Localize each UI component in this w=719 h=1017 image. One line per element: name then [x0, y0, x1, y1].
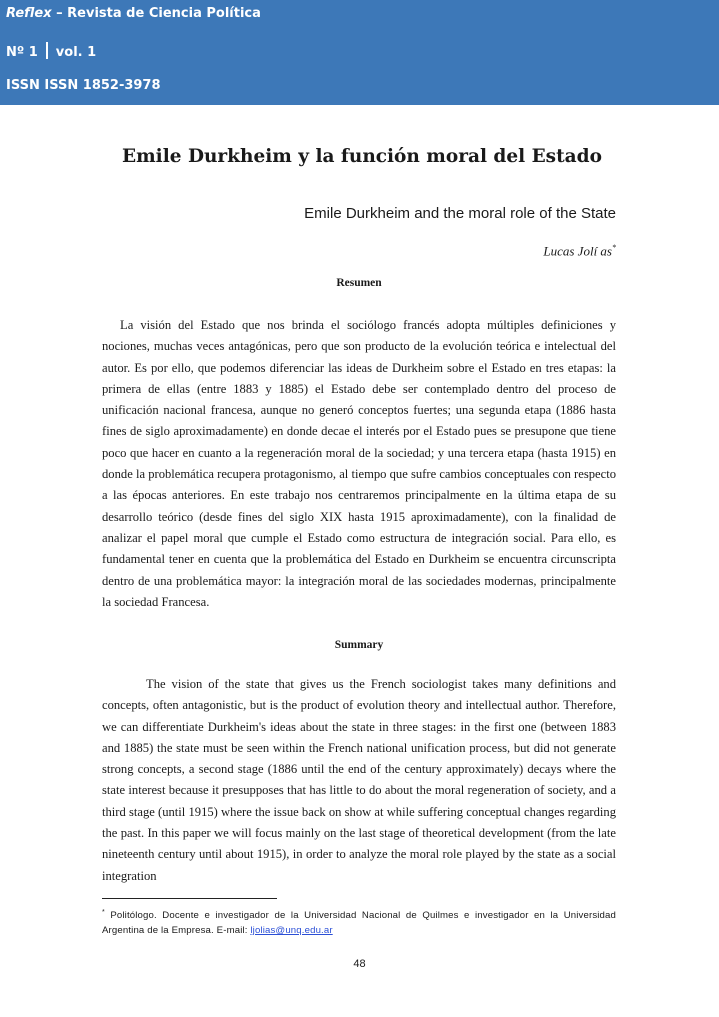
footnote [102, 905, 616, 938]
volume-number: vol. 1 [55, 45, 97, 60]
footnote-divider [102, 898, 277, 899]
resumen-heading: Resumen [336, 277, 382, 289]
footnote-text: Politólogo. Docente e investigador de la Universidad Nacional de Quilmes e investigador en la Universidad Argentina de la Empresa. E-mail: [102, 910, 616, 937]
page-number: 48 [353, 958, 366, 970]
journal-name [6, 6, 261, 21]
issn-number: ISSN ISSN 1852-3978 [6, 78, 161, 93]
journal-name-rest: – Revista de Ciencia Política [51, 6, 261, 21]
journal-header-banner [0, 0, 719, 105]
abstract-spanish-paragraph: La visión del Estado que nos brinda el sociólogo francés adopta múltiples definiciones y nociones, muchas veces antagónicas, pero que son producto de la evolución teórica e intelectual del autor. Es por ello, que podemos diferenciar las ideas de Durkheim sobre el Estado en tres etapas: la primera de ellas (entre 1883 y 1885) el Estado debe ser contemplado dentro del proceso de unificación nacional francesa, aunque no generó conceptos fuertes; una segunda etapa (1886 hasta fines de siglo aproximadamente) en donde decae el interés por el Estado pues se presupone que tiene poco que hacer en cuanto a la regeneración moral de la sociedad; y una tercera etapa (hasta 1915) en donde la problemática recupera protagonismo, al tiempo que sufre cambios conceptuales con respecto a las épocas anteriores. En este trabajo nos centraremos principalmente en la última etapa de su desarrollo teórico (desde fines del siglo XIX hasta 1915 aproximadamente), con la finalidad de analizar el papel moral que cumple el Estado como estructura de integración social. Para ello, es fundamental tener en cuenta que la problemática del Estado en Durkheim se encuentra circunscripta dentro de una problemática mayor: la integración moral de las sociedades modernas, principalmente la sociedad Francesa. [102, 318, 616, 609]
abstract-english-paragraph: The vision of the state that gives us the French sociologist takes many definitions and concepts, often antagonistic, but is the product of evolution theory and intellectual author. Therefore, we can differentiate Durkheim's ideas about the state in three stages: in the first one (between 1883 and 1885) the state must be seen within the French national unification process, but did not generate strong concepts, a second stage (1886 until the end of the century approximately) decays where the state interest because it presupposes that has little to do about the moral regeneration of society, and a third stage (until 1915) where the issue back on show at while suffering conceptual changes regarding the past. In this paper we will focus mainly on the last stage of theoretical development (from the late nineteenth century until about 1915), in order to analyze the moral role played by the state as a social integration [102, 677, 616, 883]
journal-name-italic: Reflex [6, 6, 52, 21]
article-title-spanish: Emile Durkheim y la función moral del Estado [122, 146, 602, 167]
author-footnote-mark[interactable]: * [612, 243, 616, 252]
issue-volume-line [6, 42, 96, 60]
footnote-mark: * [102, 909, 105, 916]
issue-number: Nº 1 [6, 45, 38, 60]
article-title-english: Emile Durkheim and the moral role of the State [304, 205, 616, 222]
author-name-text: Lucas Jolí as [543, 243, 612, 259]
author-name [543, 243, 616, 259]
separator-bar [46, 42, 48, 59]
author-email-link[interactable]: ljolias@unq.edu.ar [250, 925, 333, 937]
summary-heading: Summary [334, 639, 384, 651]
